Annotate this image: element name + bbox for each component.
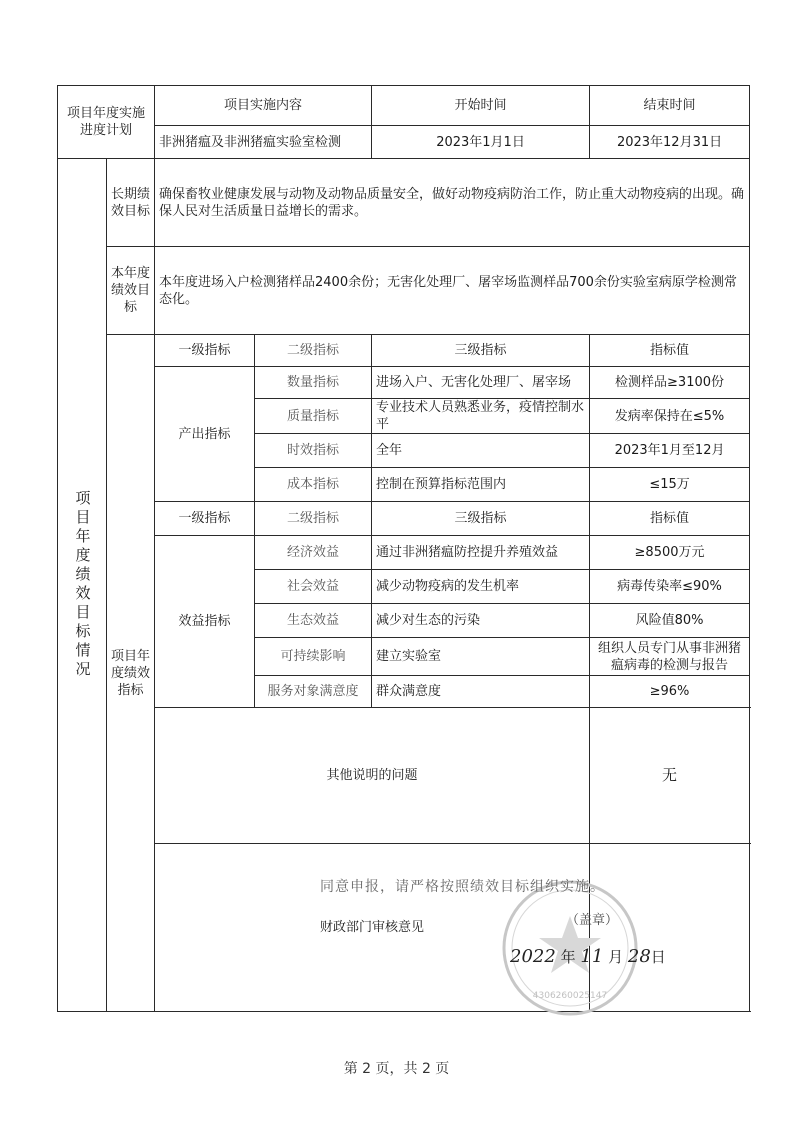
benefit-group-label: 效益指标 [155, 536, 255, 708]
date-day: 28 [627, 946, 651, 967]
level2-cell: 服务对象满意度 [255, 676, 372, 708]
level2-cell: 数量指标 [255, 367, 372, 399]
header-value: 指标值 [590, 335, 750, 367]
header-level1: 一级指标 [155, 335, 255, 367]
long-term-label: 长期绩效目标 [107, 159, 155, 247]
signature-date [510, 946, 666, 967]
performance-section-text: 项目年度绩效目标情况 [73, 490, 92, 680]
level3-cell: 减少动物疫病的发生机率 [372, 570, 590, 604]
level2-cell: 时效指标 [255, 434, 372, 468]
value-cell: ≥96% [590, 676, 750, 708]
other-text: 无 [590, 708, 750, 844]
annual-label: 本年度绩效目标 [107, 247, 155, 335]
level2-cell: 质量指标 [255, 399, 372, 434]
other-row [58, 708, 750, 844]
date-year-unit: 年 [560, 948, 576, 966]
date-month-unit: 月 [608, 948, 624, 966]
schedule-end: 2023年12月31日 [590, 126, 750, 159]
performance-section-label [58, 159, 107, 1012]
schedule-row [58, 126, 750, 159]
level3-cell: 进场入户、无害化处理厂、屠宰场 [372, 367, 590, 399]
value-cell: 病毒传染率≤90% [590, 570, 750, 604]
value-cell: 2023年1月至12月 [590, 434, 750, 468]
level3-cell: 通过非洲猪瘟防控提升养殖效益 [372, 536, 590, 570]
header-level3: 三级指标 [372, 502, 590, 536]
schedule-start: 2023年1月1日 [372, 126, 590, 159]
seal-number: 4306260025147 [532, 991, 608, 1001]
other-label: 其他说明的问题 [155, 708, 590, 844]
value-cell: ≤15万 [590, 468, 750, 502]
schedule-content-header: 项目实施内容 [155, 86, 372, 126]
date-year: 2022 [510, 946, 556, 967]
level3-cell: 群众满意度 [372, 676, 590, 708]
level2-cell: 可持续影响 [255, 638, 372, 676]
header-level1: 一级指标 [155, 502, 255, 536]
annual-row [58, 247, 750, 335]
level2-cell: 经济效益 [255, 536, 372, 570]
page-footer: 第 2 页，共 2 页 [343, 1061, 450, 1077]
value-cell: 风险值80% [590, 604, 750, 638]
schedule-label: 项目年度实施进度计划 [58, 86, 155, 159]
annual-text: 本年度进场入户检测猪样品2400余份；无害化处理厂、屠宰场监测样品700余份实验室病原学检测常态化。 [155, 247, 750, 335]
schedule-end-header: 结束时间 [590, 86, 750, 126]
schedule-content: 非洲猪瘟及非洲猪瘟实验室检测 [155, 126, 372, 159]
header-value: 指标值 [590, 502, 750, 536]
value-cell: 组织人员专门从事非洲猪瘟病毒的检测与报告 [590, 638, 750, 676]
table-row [58, 536, 750, 570]
seal-note: （盖章） [566, 913, 619, 928]
indicator-label: 项目年度绩效指标 [107, 335, 155, 1012]
long-term-row [58, 159, 750, 247]
level2-cell: 成本指标 [255, 468, 372, 502]
level2-cell: 生态效益 [255, 604, 372, 638]
level2-cell: 社会效益 [255, 570, 372, 604]
level3-cell: 专业技术人员熟悉业务，疫情控制水平 [372, 399, 590, 434]
header-level3: 三级指标 [372, 335, 590, 367]
date-day-unit: 日 [650, 948, 666, 966]
date-month: 11 [580, 946, 604, 967]
value-cell: ≥8500万元 [590, 536, 750, 570]
indicator-header-row [58, 335, 750, 367]
level3-cell: 控制在预算指标范围内 [372, 468, 590, 502]
header-level2: 二级指标 [255, 502, 372, 536]
header-level2: 二级指标 [255, 335, 372, 367]
long-term-text: 确保畜牧业健康发展与动物及动物品质量安全，做好动物疫病防治工作，防止重大动物疫病的出现。确保人民对生活质量日益增长的需求。 [155, 159, 750, 247]
schedule-header-row [58, 86, 750, 126]
finance-opinion-text: 同意申报，请严格按照绩效目标组织实施。 [320, 879, 605, 895]
level3-cell: 全年 [372, 434, 590, 468]
level3-cell: 建立实验室 [372, 638, 590, 676]
schedule-start-header: 开始时间 [372, 86, 590, 126]
output-group-label: 产出指标 [155, 367, 255, 502]
performance-table [57, 85, 750, 1012]
table-row [58, 367, 750, 399]
finance-label: 财政部门审核意见 [155, 844, 590, 1012]
indicator-header-row-2 [58, 502, 750, 536]
value-cell: 发病率保持在≤5% [590, 399, 750, 434]
level3-cell: 减少对生态的污染 [372, 604, 590, 638]
value-cell: 检测样品≥3100份 [590, 367, 750, 399]
